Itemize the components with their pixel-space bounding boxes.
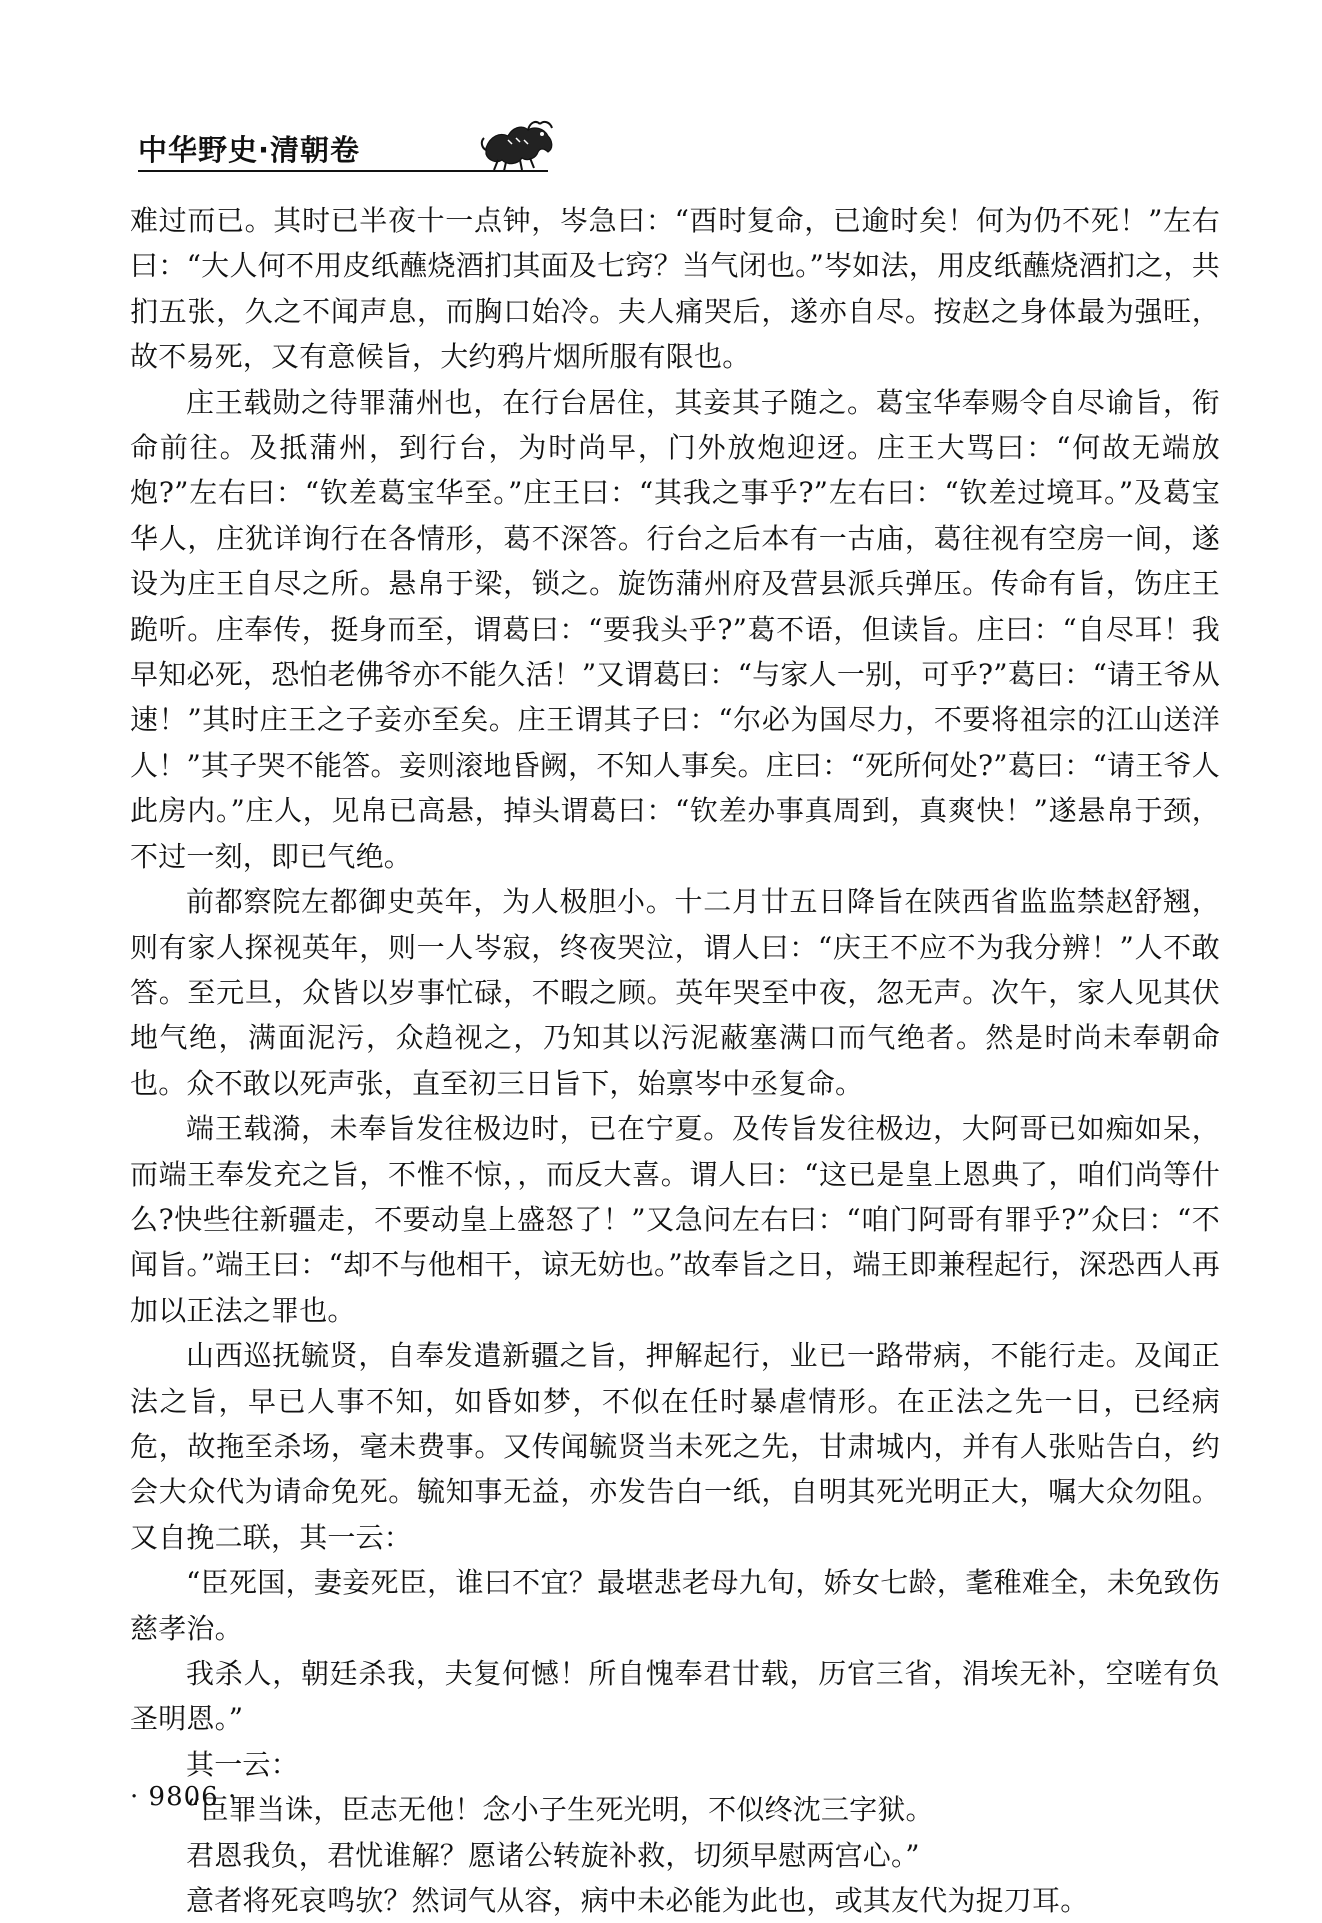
paragraph: 端王载漪，未奉旨发往极边时，已在宁夏。及传旨发往极边，大阿哥已如痴如呆，而端王奉发充之旨，不惟不惊，，而反大喜。谓人曰：“这已是皇上恩典了，咱们尚等什么?快些往新疆走，不要动皇上盛怒了！”又急问左右曰：“咱门阿哥有罪乎?”众曰：“不闻旨。”端王曰：“却不与他相干，谅无妨也。”故奉旨之日，端王即兼程起行，深恐西人再加以正法之罪也。 xyxy=(130,1112,1220,1327)
paragraph: 前都察院左都御史英年，为人极胆小。十二月廿五日降旨在陕西省监监禁赵舒翘，则有家人探视英年，则一人岑寂，终夜哭泣，谓人曰：“庆王不应不为我分辨！”人不敢答。至元旦，众皆以岁事忙碌，不暇之顾。英年哭至中夜，忽无声。次午，家人见其伏地气绝，满面泥污，众趋视之，乃知其以污泥蔽塞满口而气绝者。然是时尚未奉朝命也。众不敢以死声张，直至初三日旨下，始禀岑中丞复命。 xyxy=(130,885,1220,1100)
couplet-line: 我杀人，朝廷杀我，夫复何憾！所自愧奉君廿载，历官三省，涓埃无补，空嗟有负圣明恩。” xyxy=(130,1657,1220,1736)
paragraph: 其一云： xyxy=(186,1747,299,1781)
paragraph: 山西巡抚毓贤，自奉发遣新疆之旨，押解起行，业已一路带病，不能行走。及闻正法之旨，早已人事不知，如昏如梦，不似在任时暴虐情形。在正法之先一日，已经病危，故拖至杀场，毫未费事。又传闻毓贤当未死之先，甘肃城内，并有人张贴告白，约会大众代为请命免死。毓知事无益，亦发告白一纸，自明其死光明正大，嘱大众勿阻。又自挽二联，其一云： xyxy=(130,1339,1220,1554)
paragraph: 难过而已。其时已半夜十一点钟，岑急曰：“酉时复命，已逾时矣！何为仍不死！”左右曰：“大人何不用皮纸蘸烧酒扪其面及七窍？当气闭也。”岑如法，用皮纸蘸烧酒扪之，共扪五张，久之不闻声息，而胸口始冷。夫人痛哭后，遂亦自尽。按赵之身体最为强旺，故不易死，又有意候旨，大约鸦片烟所服有限也。 xyxy=(130,204,1220,374)
couplet-line: 君恩我负，君忧谁解？愿诸公转旋补救，切须早慰两宫心。” xyxy=(186,1838,920,1872)
header-rule xyxy=(138,170,548,172)
dragon-icon xyxy=(478,118,558,172)
couplet-line: “臣死国，妻妾死臣，谁曰不宜？最堪悲老母九旬，娇女七龄，耄稚难全，未免致伤慈孝治。 xyxy=(130,1566,1220,1645)
couplet-line: “臣罪当诛，臣志无他！念小子生死光明，不似终沈三字狱。 xyxy=(186,1793,934,1827)
running-header xyxy=(138,118,1238,178)
page-number: · 9806 · xyxy=(130,1782,238,1812)
body-text xyxy=(130,198,1220,1923)
paragraph: 庄王载勋之待罪蒲州也，在行台居住，其妾其子随之。葛宝华奉赐令自尽谕旨，衔命前往。及抵蒲州，到行台，为时尚早，门外放炮迎迓。庄王大骂曰：“何故无端放炮?”左右曰：“钦差葛宝华至。”庄王曰：“其我之事乎?”左右曰：“钦差过境耳。”及葛宝华人，庄犹详询行在各情形，葛不深答。行台之后本有一古庙，葛往视有空房一间，遂设为庄王自尽之所。悬帛于梁，锁之。旋饬蒲州府及营县派兵弹压。传命有旨，饬庄王跪听。庄奉传，挺身而至，谓葛曰：“要我头乎?”葛不语，但读旨。庄曰：“自尽耳！我早知必死，恐怕老佛爷亦不能久活！”又谓葛曰：“与家人一别，可乎?”葛曰：“请王爷从速！”其时庄王之子妾亦至矣。庄王谓其子曰：“尔必为国尽力，不要将祖宗的江山送洋人！”其子哭不能答。妾则滚地昏阙，不知人事矣。庄曰：“死所何处?”葛曰：“请王爷人此房内。”庄人，见帛已高悬，掉头谓葛曰：“钦差办事真周到，真爽快！”遂悬帛于颈，不过一刻，即已气绝。 xyxy=(130,385,1220,873)
book-title: 中华野史·清朝卷 xyxy=(138,133,361,167)
paragraph: 意者将死哀鸣欤？然词气从容，病中未必能为此也，或其友代为捉刀耳。 xyxy=(186,1884,1089,1918)
